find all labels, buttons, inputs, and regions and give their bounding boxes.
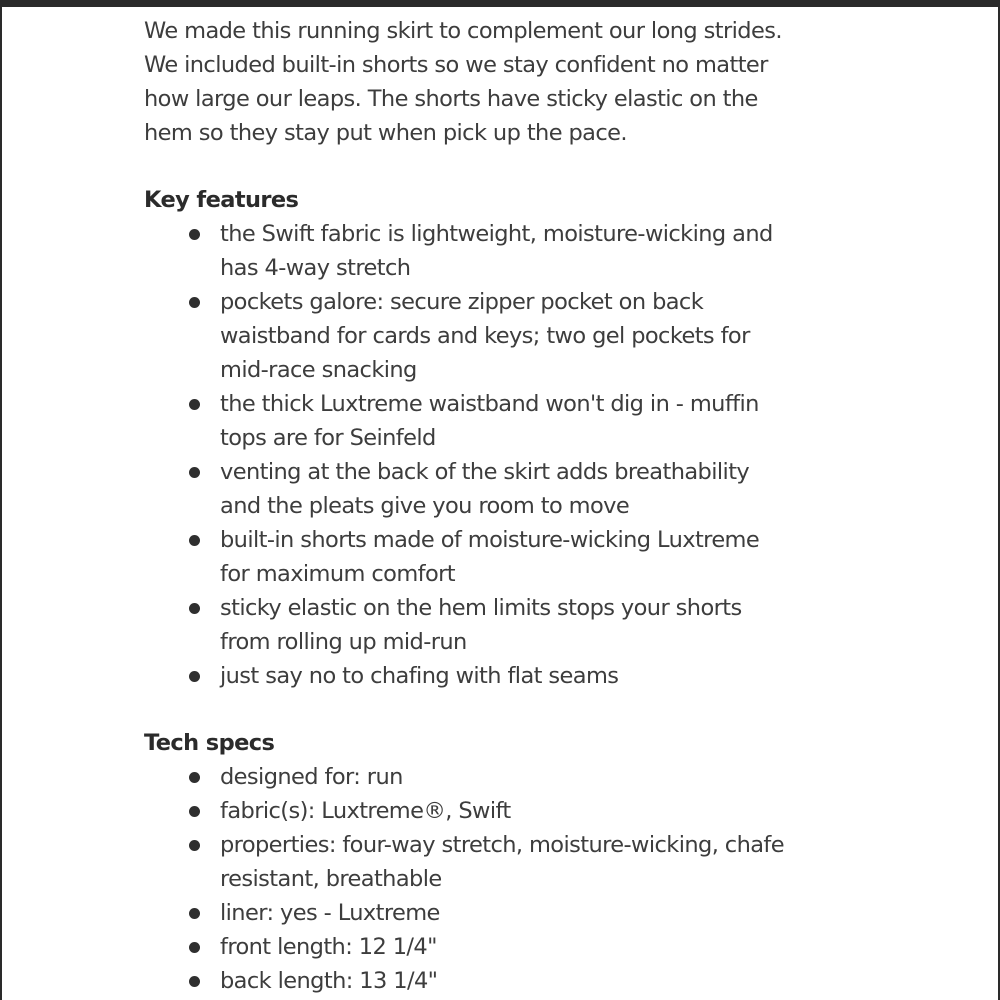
list-item-line: designed for: run (220, 764, 403, 790)
list-item-line: for maximum comfort (220, 561, 456, 587)
bullet-icon (189, 603, 200, 614)
list-item-line: properties: four-way stretch, moisture-wicking, chafe (220, 832, 784, 858)
intro-line: hem so they stay put when pick up the pace. (144, 120, 627, 146)
list-item-line: pockets galore: secure zipper pocket on back (220, 289, 704, 315)
list-item (144, 523, 864, 591)
list-item-line: sticky elastic on the hem limits stops your shorts (220, 595, 742, 621)
bullet-icon (189, 772, 200, 783)
list-item (144, 964, 864, 998)
bullet-icon (189, 467, 200, 478)
list-item-line: fabric(s): Luxtreme®, Swift (220, 798, 511, 824)
list-item-line: mid-race snacking (220, 357, 417, 383)
key-features-list (144, 217, 864, 693)
bullet-icon (189, 942, 200, 953)
list-item (144, 659, 864, 693)
bullet-icon (189, 229, 200, 240)
tech-specs-heading: Tech specs (144, 730, 275, 756)
list-item (144, 285, 864, 387)
list-item (144, 455, 864, 523)
list-item (144, 760, 864, 794)
list-item (144, 930, 864, 964)
intro-line: We made this running skirt to complement our long strides. (144, 18, 782, 44)
bullet-icon (189, 806, 200, 817)
list-item-line: liner: yes - Luxtreme (220, 900, 440, 926)
list-item (144, 828, 864, 896)
list-item-line: the thick Luxtreme waistband won't dig in - muffin (220, 391, 759, 417)
intro-line: We included built-in shorts so we stay confident no matter (144, 52, 768, 78)
list-item-line: from rolling up mid-run (220, 629, 467, 655)
product-description (144, 14, 864, 998)
intro-line: how large our leaps. The shorts have sticky elastic on the (144, 86, 758, 112)
list-item-line: built-in shorts made of moisture-wicking Luxtreme (220, 527, 760, 553)
list-item-line: has 4-way stretch (220, 255, 411, 281)
bullet-icon (189, 671, 200, 682)
list-item (144, 387, 864, 455)
list-item (144, 217, 864, 285)
list-item-line: tops are for Seinfeld (220, 425, 436, 451)
bullet-icon (189, 399, 200, 410)
bullet-icon (189, 908, 200, 919)
list-item-line: the Swift fabric is lightweight, moisture-wicking and (220, 221, 773, 247)
list-item-line: just say no to chafing with flat seams (220, 663, 619, 689)
list-item (144, 591, 864, 659)
list-item-line: back length: 13 1/4" (220, 968, 438, 994)
list-item (144, 896, 864, 930)
list-item-line: and the pleats give you room to move (220, 493, 630, 519)
intro-paragraph (144, 14, 864, 150)
list-item-line: venting at the back of the skirt adds breathability (220, 459, 750, 485)
list-item-line: waistband for cards and keys; two gel pockets for (220, 323, 750, 349)
bullet-icon (189, 297, 200, 308)
list-item (144, 794, 864, 828)
bullet-icon (189, 840, 200, 851)
list-item-line: front length: 12 1/4" (220, 934, 437, 960)
tech-specs-list (144, 760, 864, 998)
bullet-icon (189, 535, 200, 546)
key-features-heading: Key features (144, 187, 299, 213)
list-item-line: resistant, breathable (220, 866, 442, 892)
bullet-icon (189, 976, 200, 987)
